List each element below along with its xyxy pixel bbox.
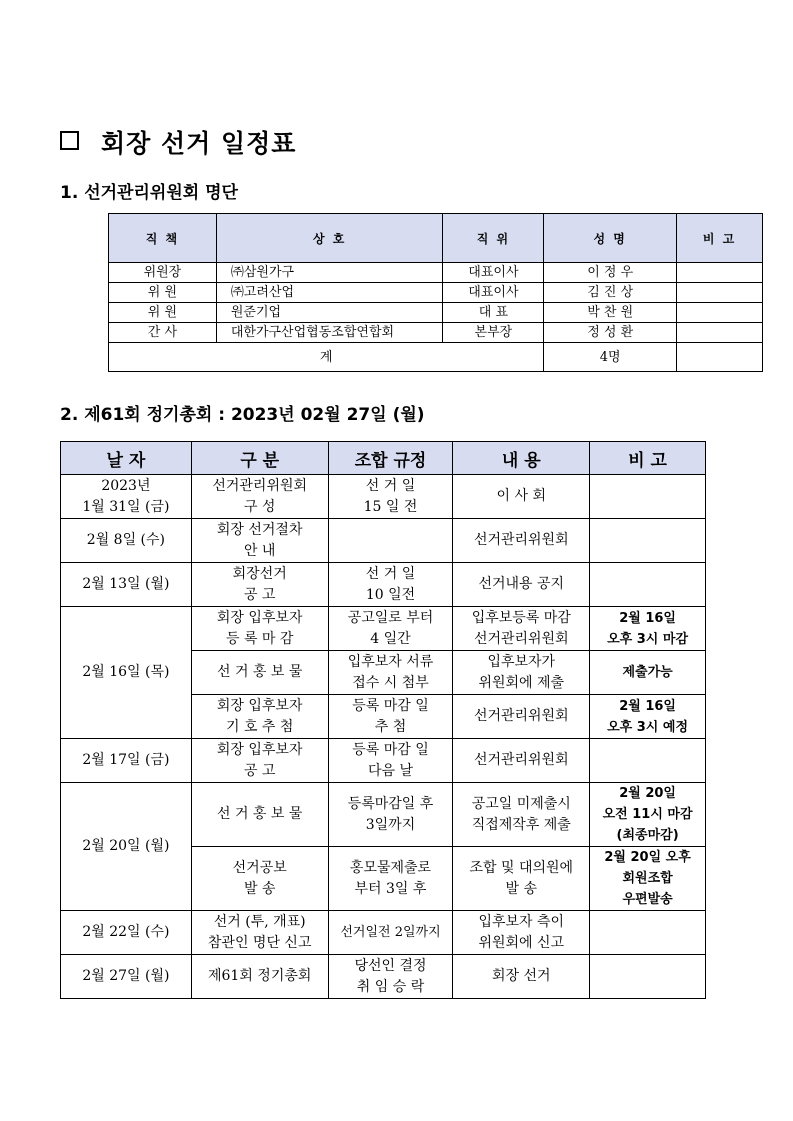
- rule-cell: [328, 519, 453, 563]
- content-cell: 이 사 회: [453, 475, 590, 519]
- category-cell: 회장 입후보자 기 호 추 첨: [191, 695, 328, 739]
- rule-cell: 등록마감일 후 3일까지: [328, 783, 453, 847]
- total-label: 계: [109, 343, 544, 372]
- company-cell: 대한가구산업협동조합연합회: [216, 323, 443, 343]
- category-cell: 선 거 홍 보 물: [191, 783, 328, 847]
- header-name: 성 명: [544, 214, 677, 263]
- total-row: [109, 343, 763, 372]
- committee-table: [108, 213, 763, 372]
- role-cell: 위 원: [109, 283, 217, 303]
- date-cell: 2월 13일 (월): [61, 563, 192, 607]
- company-cell: ㈜고려산업: [216, 283, 443, 303]
- rule-cell: 공고일로 부터 4 일간: [328, 607, 453, 651]
- rule-cell: 선 거 일 10 일전: [328, 563, 453, 607]
- company-cell: ㈜삼원가구: [216, 263, 443, 283]
- table-row: [61, 563, 706, 607]
- content-cell: 입후보자가 위원회에 제출: [453, 651, 590, 695]
- date-cell: 2월 22일 (수): [61, 911, 192, 955]
- position-cell: 대표이사: [443, 263, 544, 283]
- square-bullet-icon: [60, 131, 79, 150]
- role-cell: 간 사: [109, 323, 217, 343]
- note-cell: 2월 20일 오후 회원조합 우편발송: [590, 847, 706, 911]
- role-cell: 위원장: [109, 263, 217, 283]
- rule-cell: 선 거 일 15 일 전: [328, 475, 453, 519]
- category-cell: 선거공보 발 송: [191, 847, 328, 911]
- header-rule: 조합 규정: [328, 442, 453, 475]
- header-role: 직 책: [109, 214, 217, 263]
- company-cell: 원준기업: [216, 303, 443, 323]
- table-row: [109, 283, 763, 303]
- content-cell: 입후보자 측이 위원회에 신고: [453, 911, 590, 955]
- date-cell: 2월 17일 (금): [61, 739, 192, 783]
- note-cell: [677, 263, 763, 283]
- header-company: 상 호: [216, 214, 443, 263]
- section1-heading: 1. 선거관리위원회 명단: [60, 183, 238, 203]
- category-cell: 회장선거 공 고: [191, 563, 328, 607]
- total-value: 4명: [544, 343, 677, 372]
- name-cell: 김 진 상: [544, 283, 677, 303]
- table-row: [61, 955, 706, 999]
- table-row: [109, 263, 763, 283]
- content-cell: 선거관리위원회: [453, 519, 590, 563]
- header-note: 비 고: [590, 442, 706, 475]
- name-cell: 정 성 환: [544, 323, 677, 343]
- rule-cell: 등록 마감 일 다음 날: [328, 739, 453, 783]
- content-cell: 회장 선거: [453, 955, 590, 999]
- position-cell: 대표이사: [443, 283, 544, 303]
- position-cell: 대 표: [443, 303, 544, 323]
- role-cell: 위 원: [109, 303, 217, 323]
- table-row: [61, 607, 706, 651]
- note-cell: [677, 323, 763, 343]
- content-cell: 공고일 미제출시 직접제작후 제출: [453, 783, 590, 847]
- note-cell: [590, 563, 706, 607]
- header-date: 날 자: [61, 442, 192, 475]
- name-cell: 이 정 우: [544, 263, 677, 283]
- note-cell: 2월 20일 오전 11시 마감 (최종마감): [590, 783, 706, 847]
- table-row: [61, 519, 706, 563]
- rule-cell: 입후보자 서류 접수 시 첨부: [328, 651, 453, 695]
- content-cell: 선거관리위원회: [453, 695, 590, 739]
- note-cell: [677, 283, 763, 303]
- note-cell: [590, 911, 706, 955]
- table-row: [61, 475, 706, 519]
- note-cell: [590, 955, 706, 999]
- content-cell: 조합 및 대의원에 발 송: [453, 847, 590, 911]
- date-cell: 2월 8일 (수): [61, 519, 192, 563]
- rule-cell: 선거일전 2일까지: [328, 911, 453, 955]
- content-cell: 선거내용 공지: [453, 563, 590, 607]
- category-cell: 제61회 정기총회: [191, 955, 328, 999]
- table-row: [61, 739, 706, 783]
- table-row: [61, 783, 706, 847]
- table-row: [61, 911, 706, 955]
- total-note: [677, 343, 763, 372]
- content-cell: 선거관리위원회: [453, 739, 590, 783]
- header-content: 내 용: [453, 442, 590, 475]
- category-cell: 선 거 홍 보 물: [191, 651, 328, 695]
- date-cell: 2023년 1월 31일 (금): [61, 475, 192, 519]
- category-cell: 회장 선거절차 안 내: [191, 519, 328, 563]
- category-cell: 회장 입후보자 공 고: [191, 739, 328, 783]
- rule-cell: 당선인 결정 취 임 승 락: [328, 955, 453, 999]
- date-cell: 2월 16일 (목): [61, 607, 192, 739]
- schedule-table: [60, 441, 706, 999]
- position-cell: 본부장: [443, 323, 544, 343]
- date-cell: 2월 20일 (월): [61, 783, 192, 911]
- header-category: 구 분: [191, 442, 328, 475]
- note-cell: [590, 739, 706, 783]
- date-cell: 2월 27일 (월): [61, 955, 192, 999]
- note-cell: [590, 475, 706, 519]
- note-cell: [590, 519, 706, 563]
- note-cell: 제출가능: [590, 651, 706, 695]
- note-cell: 2월 16일 오후 3시 예정: [590, 695, 706, 739]
- category-cell: 선거관리위원회 구 성: [191, 475, 328, 519]
- category-cell: 선거 (투, 개표) 참관인 명단 신고: [191, 911, 328, 955]
- page-title-text: 회장 선거 일정표: [101, 129, 297, 158]
- content-cell: 입후보등록 마감 선거관리위원회: [453, 607, 590, 651]
- category-cell: 회장 입후보자 등 록 마 감: [191, 607, 328, 651]
- table-header-row: [109, 214, 763, 263]
- table-row: [109, 303, 763, 323]
- rule-cell: 홍모물제출로 부터 3일 후: [328, 847, 453, 911]
- section2-heading: 2. 제61회 정기총회 : 2023년 02월 27일 (월): [60, 405, 425, 425]
- table-header-row: [61, 442, 706, 475]
- rule-cell: 등록 마감 일 추 첨: [328, 695, 453, 739]
- note-cell: [677, 303, 763, 323]
- table-row: [109, 323, 763, 343]
- header-position: 직 위: [443, 214, 544, 263]
- note-cell: 2월 16일 오후 3시 마감: [590, 607, 706, 651]
- name-cell: 박 찬 원: [544, 303, 677, 323]
- page-title: [60, 124, 296, 160]
- header-note: 비 고: [677, 214, 763, 263]
